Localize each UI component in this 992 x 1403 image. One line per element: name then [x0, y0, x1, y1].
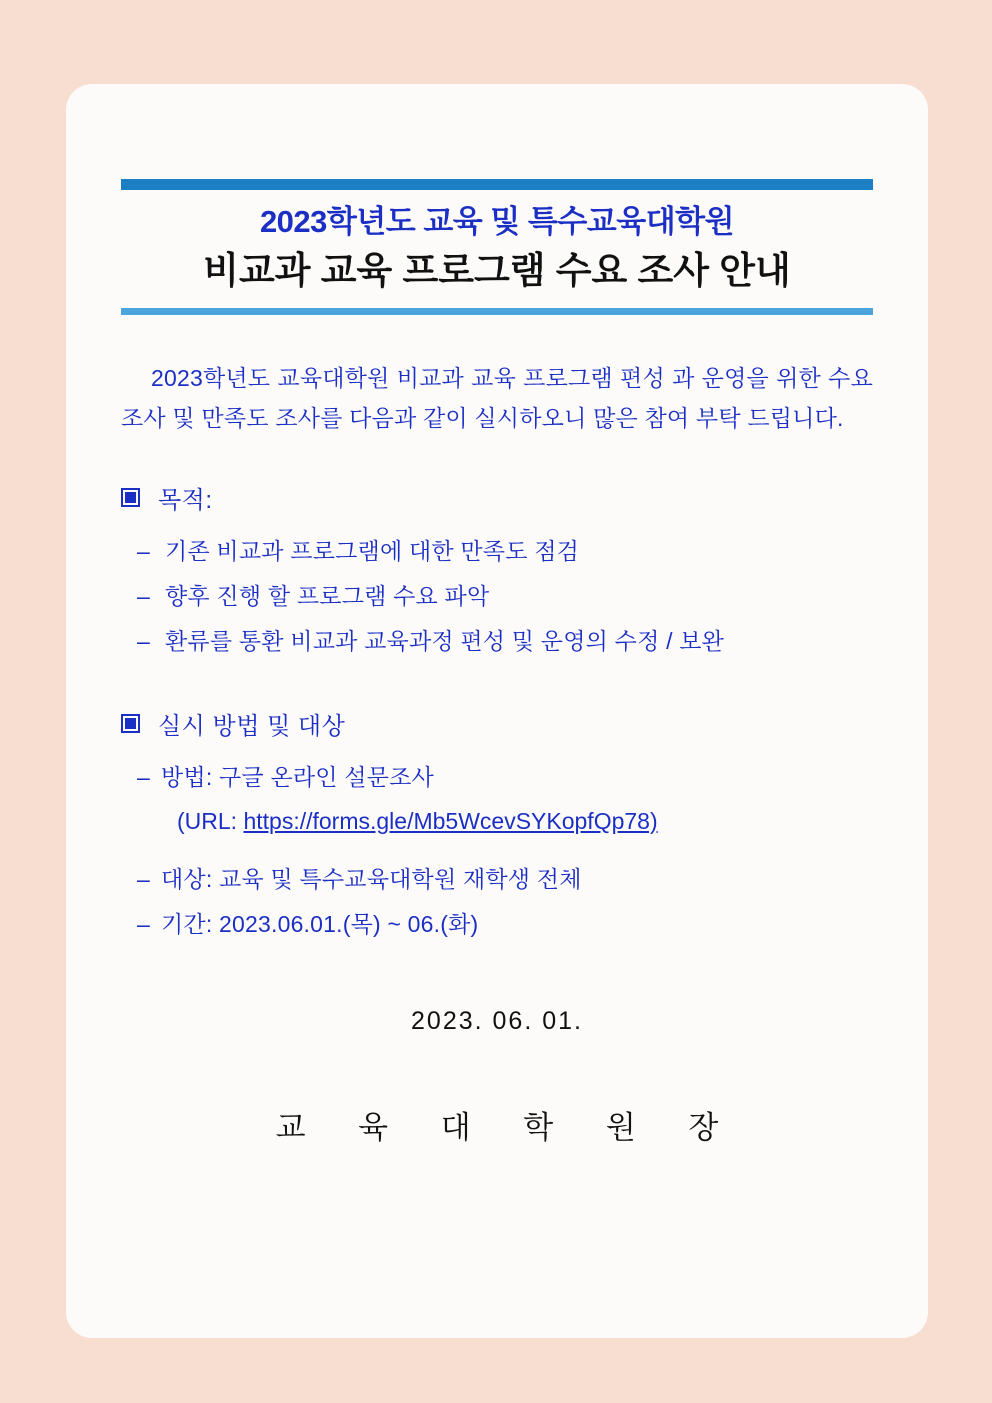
list-item-label: 향후 진행 할 프로그램 수요 파악 — [165, 583, 490, 610]
divider-bottom — [121, 308, 873, 315]
list-item — [121, 574, 873, 619]
square-bullet-icon — [121, 488, 140, 507]
method-list — [121, 755, 873, 800]
intro-paragraph: 2023학년도 교육대학원 비교과 교육 프로그램 편성 과 운영을 위한 수요조사 및 만족도 조사를 다음과 같이 실시하오니 많은 참여 부탁 드립니다. — [121, 365, 873, 431]
survey-url-line — [121, 800, 873, 844]
list-item — [121, 902, 873, 947]
dash-marker: – — [137, 628, 150, 655]
survey-url-link[interactable]: https://forms.gle/Mb5WcevSYKopfQp78) — [243, 807, 658, 834]
list-item — [121, 529, 873, 574]
list-item — [121, 857, 873, 902]
title-line-1: 2023학년도 교육 및 특수교육대학원 — [259, 204, 735, 239]
list-item-label: 대상: 교육 및 특수교육대학원 재학생 전체 — [161, 866, 582, 893]
square-bullet-icon — [121, 714, 140, 733]
title-line-2: 비교과 교육 프로그램 수요 조사 안내 — [203, 250, 791, 292]
poster-content — [121, 179, 873, 1147]
dash-marker: – — [137, 763, 150, 790]
page-title — [121, 190, 873, 304]
list-item-label: 기간: 2023.06.01.(목) ~ 06.(화) — [161, 911, 479, 938]
section-method — [121, 706, 873, 947]
list-item — [121, 755, 873, 800]
method-list-continued — [121, 857, 873, 947]
dash-marker: – — [137, 538, 150, 565]
dash-marker: – — [137, 866, 150, 893]
issue-date: 2023. 06. 01. — [411, 1007, 583, 1036]
signature-line: 교 육 대 학 원 장 — [275, 1110, 741, 1146]
list-item — [121, 619, 873, 664]
section-method-heading-label: 실시 방법 및 대상 — [158, 712, 346, 740]
purpose-list — [121, 529, 873, 664]
divider-top — [121, 179, 873, 190]
section-purpose-heading-label: 목적: — [158, 487, 213, 515]
poster-card — [66, 84, 928, 1338]
list-item-label: 환류를 통환 비교과 교육과정 편성 및 운영의 수정 / 보완 — [165, 628, 725, 655]
section-purpose — [121, 480, 873, 664]
url-prefix-label: (URL: — [177, 807, 244, 834]
section-purpose-heading — [121, 480, 873, 515]
section-method-heading — [121, 706, 873, 741]
dash-marker: – — [137, 911, 150, 938]
list-item-label: 기존 비교과 프로그램에 대한 만족도 점검 — [165, 538, 580, 565]
list-item-label: 방법: 구글 온라인 설문조사 — [161, 763, 434, 790]
dash-marker: – — [137, 583, 150, 610]
